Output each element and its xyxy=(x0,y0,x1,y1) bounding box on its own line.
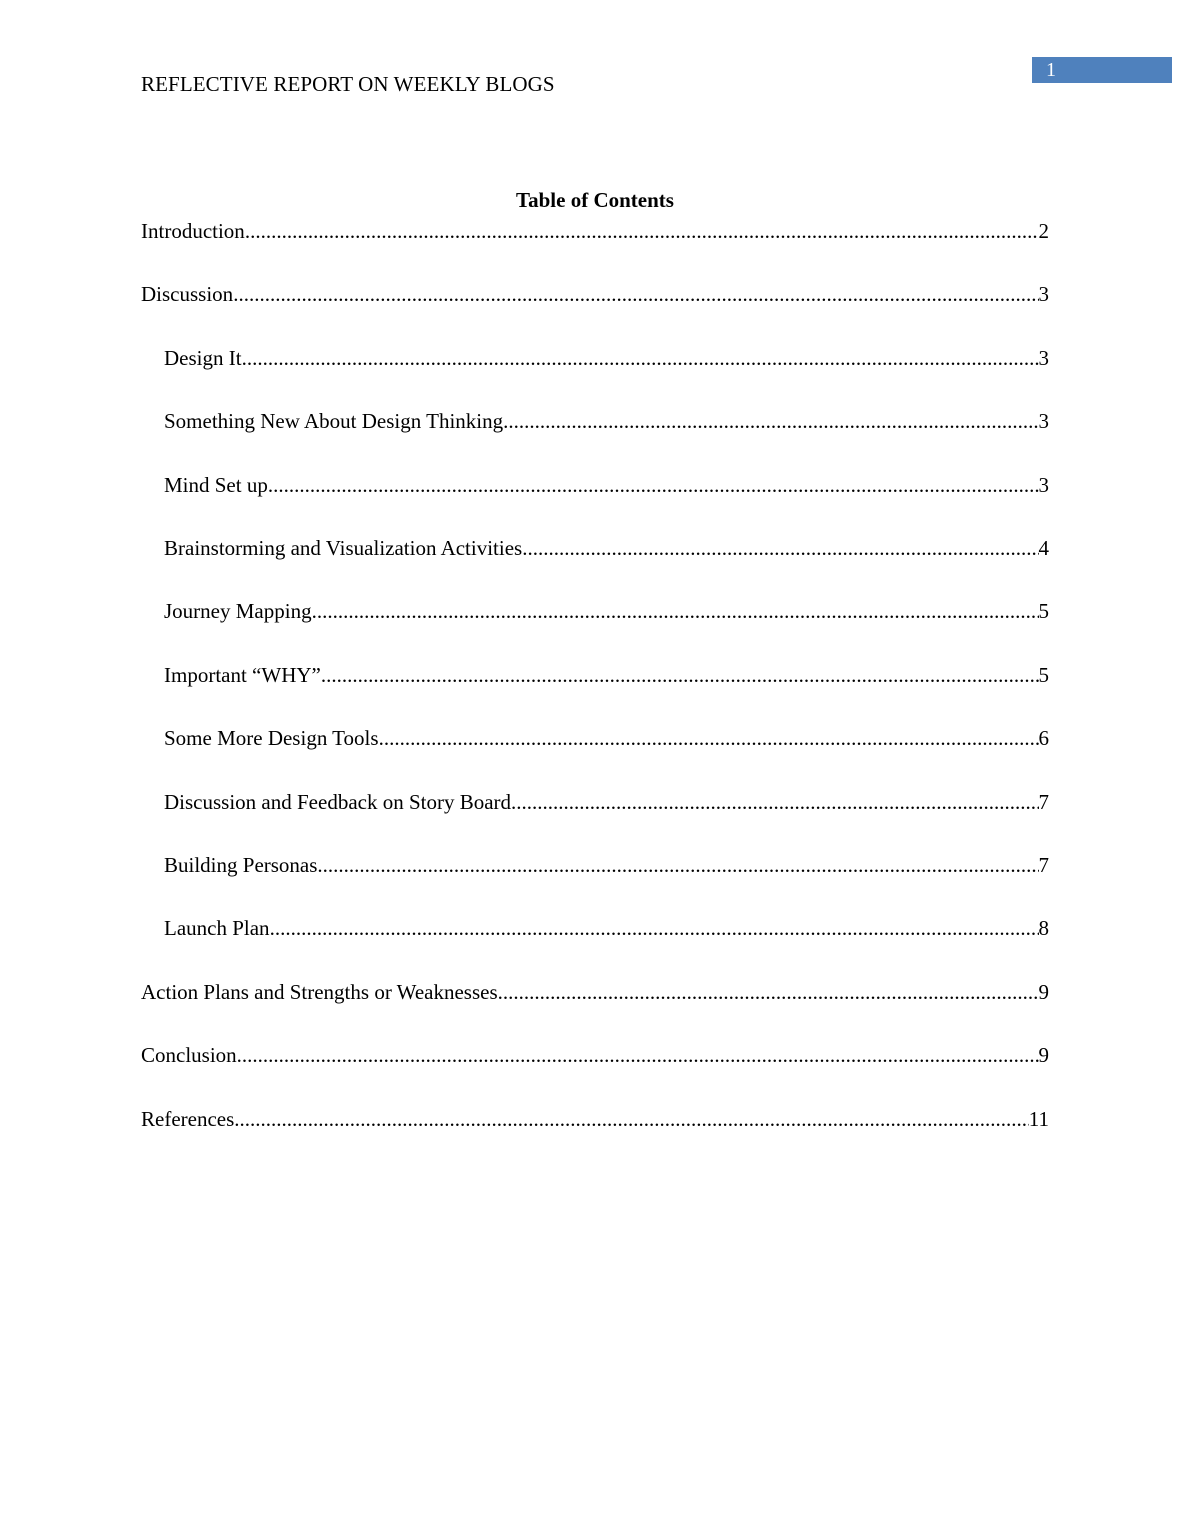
toc-entry-page: 4 xyxy=(1038,536,1049,560)
toc-title: Table of Contents xyxy=(516,188,674,212)
toc-entry-label: Something New About Design Thinking xyxy=(164,409,504,434)
page-number: 1 xyxy=(1046,59,1056,81)
toc-entry-label: Introduction xyxy=(141,219,245,243)
toc-entry-page: 8 xyxy=(1038,916,1049,941)
toc-entry[interactable] xyxy=(164,789,1049,815)
running-header: REFLECTIVE REPORT ON WEEKLY BLOGS xyxy=(141,72,555,96)
toc-entry-label: Design It xyxy=(164,345,242,370)
toc-dot-leader xyxy=(268,472,1039,498)
toc-entry-page: 5 xyxy=(1038,662,1049,687)
toc-entry-label: Launch Plan xyxy=(164,916,270,941)
toc-entry-label: Action Plans and Strengths or Weaknesses xyxy=(141,979,498,1004)
toc-dot-leader xyxy=(234,1106,1028,1132)
toc-entry-page: 7 xyxy=(1038,853,1049,877)
toc-entry[interactable] xyxy=(164,472,1049,498)
toc-entry-label: Journey Mapping xyxy=(164,599,312,624)
toc-entry-label: Brainstorming and Visualization Activities xyxy=(164,536,523,560)
toc-entry-page: 5 xyxy=(1038,599,1049,624)
toc-entry[interactable] xyxy=(164,598,1049,624)
toc-dot-leader xyxy=(270,915,1039,941)
toc-entry-label: Conclusion xyxy=(141,1043,237,1068)
toc-dot-leader xyxy=(312,598,1039,624)
toc-entry-label: References xyxy=(141,1106,235,1131)
toc-dot-leader xyxy=(503,408,1038,434)
toc-entry-label: Discussion xyxy=(141,282,234,307)
toc-dot-leader xyxy=(498,979,1039,1005)
toc-entry[interactable] xyxy=(164,662,1049,688)
toc-entry-label: Some More Design Tools xyxy=(164,726,379,751)
toc-entry-label: Mind Set up xyxy=(164,472,268,497)
toc-entry[interactable] xyxy=(164,408,1049,434)
toc-entry[interactable] xyxy=(141,1106,1049,1132)
toc-dot-leader xyxy=(237,1042,1039,1068)
toc-dot-leader xyxy=(317,852,1038,878)
toc-entry-page: 3 xyxy=(1038,282,1049,307)
toc-entry[interactable] xyxy=(164,535,1049,561)
toc-entry[interactable] xyxy=(164,852,1049,878)
toc-dot-leader xyxy=(379,725,1039,751)
toc-entry-page: 3 xyxy=(1038,409,1049,434)
toc-entry[interactable] xyxy=(141,979,1049,1005)
page-number-badge xyxy=(1032,57,1172,83)
toc-entry[interactable] xyxy=(141,218,1049,244)
toc-dot-leader xyxy=(233,281,1038,307)
toc-dot-leader xyxy=(242,345,1039,371)
toc-entry[interactable] xyxy=(164,915,1049,941)
toc-entry-page: 7 xyxy=(1038,789,1049,814)
toc-dot-leader xyxy=(245,218,1039,244)
toc-entry[interactable] xyxy=(141,1042,1049,1068)
toc-entry-page: 11 xyxy=(1028,1106,1049,1131)
toc-entry-page: 3 xyxy=(1038,345,1049,370)
toc-entry[interactable] xyxy=(141,281,1049,307)
toc-entry-label: Building Personas xyxy=(164,853,318,877)
toc-dot-leader xyxy=(321,662,1039,688)
toc-entry-page: 3 xyxy=(1038,472,1049,497)
toc-entry-label: Important “WHY” xyxy=(164,662,321,687)
toc-dot-leader xyxy=(522,535,1038,561)
toc-entry-page: 6 xyxy=(1038,726,1049,751)
toc-entry-label: Discussion and Feedback on Story Board xyxy=(164,789,512,814)
toc-entry-page: 9 xyxy=(1038,1043,1049,1068)
toc-entry-page: 2 xyxy=(1038,219,1049,243)
toc-entry[interactable] xyxy=(164,725,1049,751)
toc-entry[interactable] xyxy=(164,345,1049,371)
toc-entry-page: 9 xyxy=(1038,979,1049,1004)
toc-dot-leader xyxy=(511,789,1038,815)
